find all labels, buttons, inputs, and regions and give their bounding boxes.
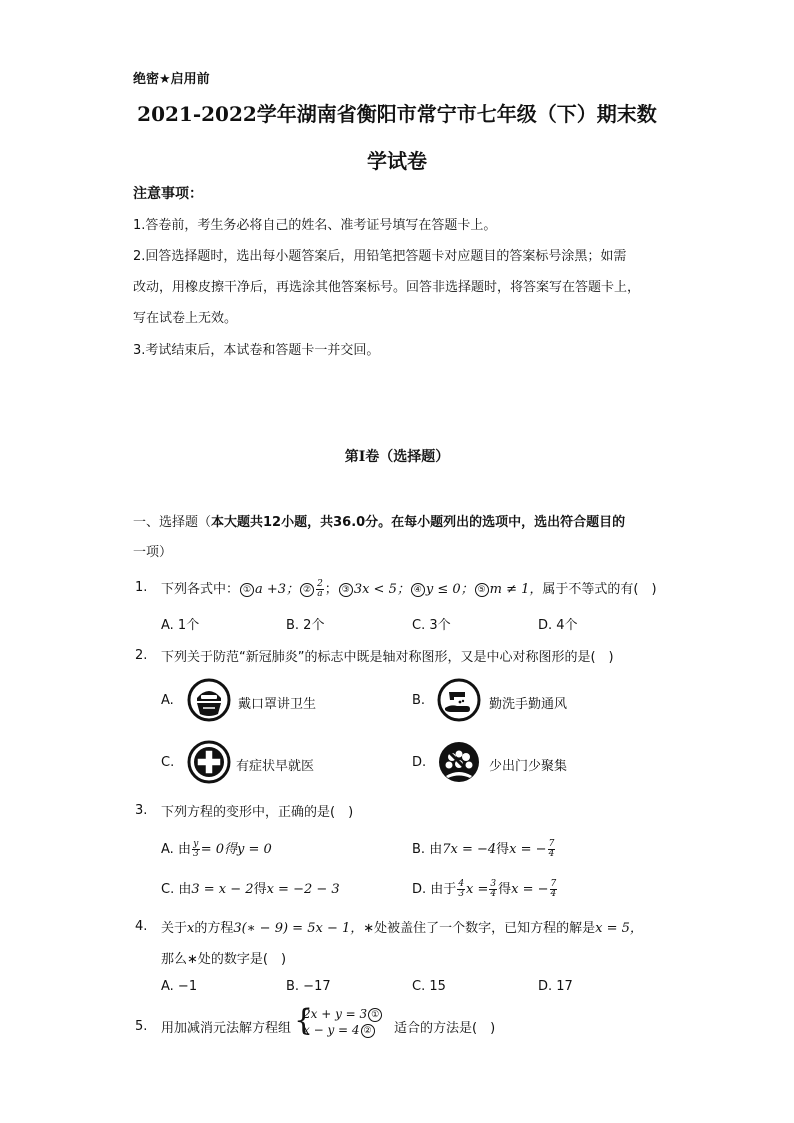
system-equation-1 [303, 1006, 383, 1022]
q4-variable: x [187, 921, 195, 936]
question-number: 1. [135, 580, 148, 595]
fraction-numerator: 4 [458, 879, 465, 889]
q2-option-d-label: 少出门少聚集 [489, 759, 568, 774]
question-number: 4. [135, 919, 148, 934]
fraction-numerator: 2 [317, 579, 323, 589]
fraction-denominator: 4 [550, 889, 557, 899]
section-heading-line2: 一项） [133, 545, 173, 560]
q1-option-b[interactable]: B. 2个 [286, 618, 325, 633]
fraction-numerator: 7 [548, 839, 555, 849]
fraction-denominator: 3 [192, 849, 199, 859]
question-4-stem-line2: 那么∗处的数字是( ) [161, 952, 287, 967]
q4-solution: x = 5， [595, 921, 643, 936]
circled-2: ② [300, 583, 314, 597]
note-item: 改动，用橡皮擦干净后，再选涂其他答案标号。回答非选择题时，将答案写在答题卡上， [133, 280, 641, 295]
option-text: 由 [177, 842, 191, 857]
option-letter: D. [412, 882, 427, 897]
option-letter: A. [161, 842, 174, 857]
q2-option-d-letter[interactable]: D. [412, 755, 427, 770]
system-brace: { [294, 1003, 314, 1038]
circled-2: ② [361, 1024, 375, 1038]
q2-option-c-letter[interactable]: C. [161, 755, 175, 770]
no-crowd-icon [437, 740, 481, 784]
q1-prefix: 下列各式中： [161, 582, 240, 597]
q2-option-a-label: 戴口罩讲卫生 [238, 697, 317, 712]
mask-face-icon [187, 678, 231, 722]
question-number: 2. [135, 648, 148, 663]
q4-text: 关于 [161, 921, 188, 936]
q2-option-a-letter[interactable]: A. [161, 693, 174, 708]
q1-suffix: 属于不等式的有( ) [542, 582, 657, 597]
q4-equation: 3(∗ − 9) = 5x − 1， [233, 921, 364, 936]
q1-expr-4: y ≤ 0； [425, 582, 474, 597]
option-expr: 7x = −4 [442, 842, 497, 857]
q2-option-b-label: 勤洗手勤通风 [489, 697, 568, 712]
question-5-suffix: 适合的方法是( ) [394, 1021, 496, 1036]
fraction [457, 880, 465, 899]
q3-option-d[interactable] [412, 878, 558, 899]
fraction-denominator: 3 [458, 889, 465, 899]
q4-option-c[interactable]: C. 15 [412, 979, 446, 994]
q1-expr-5: m ≠ 1， [489, 582, 543, 597]
option-text: 由于 [430, 882, 457, 897]
option-text: 由 [178, 882, 192, 897]
option-letter: B. [412, 842, 426, 857]
fraction-numerator: y [193, 839, 199, 849]
section-bold-text: 本大题共12小题，共36.0分。在每小题列出的选项中，选出符合题目的 [211, 515, 626, 530]
circled-1: ① [240, 583, 254, 597]
notes-heading: 注意事项： [133, 186, 203, 202]
q4-option-b[interactable]: B. −17 [286, 979, 331, 994]
question-5-prefix: 用加减消元法解方程组 [161, 1021, 292, 1036]
q4-option-a[interactable]: A. −1 [161, 979, 198, 994]
note-item: 写在试卷上无效。 [133, 311, 238, 326]
option-expr: x = −2 − 3 [266, 882, 340, 897]
fraction-denominator: a [317, 589, 323, 599]
option-expr: x = − [511, 882, 549, 897]
option-text: = 0得 [200, 842, 237, 857]
system-equation-2 [303, 1022, 383, 1038]
q1-option-d[interactable]: D. 4个 [538, 618, 578, 633]
q1-fraction [316, 580, 324, 599]
option-letter: C. [161, 882, 175, 897]
note-item: 1.答卷前，考生务必将自己的姓名、准考证号填写在答题卡上。 [133, 218, 497, 233]
q4-text: 的方程 [194, 921, 234, 936]
q4-option-d[interactable]: D. 17 [538, 979, 573, 994]
option-expr: x = [466, 882, 489, 897]
fraction-denominator: 4 [490, 889, 497, 899]
equation-text: 2x + y = 3 [303, 1007, 368, 1021]
fraction [192, 840, 200, 859]
circled-1: ① [368, 1008, 382, 1022]
question-2-stem: 下列关于防范“新冠肺炎”的标志中既是轴对称图形，又是中心对称图形的是( ) [161, 650, 614, 665]
question-1-stem [161, 578, 657, 599]
fraction [550, 880, 558, 899]
option-expr: y = 0 [236, 842, 272, 857]
hand-wash-icon [437, 678, 481, 722]
q3-option-a[interactable] [161, 838, 272, 859]
q1-option-a[interactable]: A. 1个 [161, 618, 200, 633]
option-text: 得 [253, 882, 267, 897]
note-item: 2.回答选择题时，选出每小题答案后，用铅笔把答题卡对应题目的答案标号涂黑；如需 [133, 249, 627, 264]
section-prefix: 一、选择题（ [133, 515, 212, 530]
fraction-denominator: 4 [548, 849, 555, 859]
exam-title-line1: 2021-2022学年湖南省衡阳市常宁市七年级（下）期末数 [137, 102, 657, 126]
fraction [548, 840, 556, 859]
option-text: 得 [498, 882, 512, 897]
q1-expr-3: 3x < 5； [353, 582, 410, 597]
q2-option-c-label: 有症状早就医 [236, 759, 315, 774]
question-number: 3. [135, 803, 148, 818]
question-3-stem: 下列方程的变形中，正确的是( ) [161, 805, 354, 820]
circled-3: ③ [339, 583, 353, 597]
q4-text: ∗处被盖住了一个数字，已知方程的解是 [363, 921, 596, 936]
circled-5: ⑤ [475, 583, 489, 597]
note-item: 3.考试结束后，本试卷和答题卡一并交回。 [133, 343, 380, 358]
fraction-numerator: 3 [490, 879, 497, 889]
q1-option-c[interactable]: C. 3个 [412, 618, 451, 633]
equation-text: x − y = 4 [303, 1023, 360, 1037]
circled-4: ④ [411, 583, 425, 597]
question-4-stem-line1 [161, 917, 643, 936]
fraction [489, 880, 497, 899]
exam-title-line2: 学试卷 [367, 149, 427, 173]
option-text: 由 [429, 842, 443, 857]
option-expr: 3 = x − 2 [191, 882, 254, 897]
q2-option-b-letter[interactable]: B. [412, 693, 426, 708]
option-expr: x = − [509, 842, 547, 857]
part-title: 第Ⅰ卷（选择题） [344, 449, 450, 465]
q1-expr-1: a +3； [255, 582, 300, 597]
q3-option-c[interactable] [161, 878, 340, 897]
fraction-numerator: 7 [550, 879, 557, 889]
option-text: 得 [496, 842, 510, 857]
confidential-mark: 绝密★启用前 [133, 72, 210, 87]
q3-option-b[interactable] [412, 838, 556, 859]
q1-expr-2-tail: ； [324, 582, 338, 597]
equation-system [294, 1003, 383, 1038]
question-number: 5. [135, 1019, 148, 1034]
section-heading [133, 511, 625, 530]
medical-cross-icon [187, 740, 231, 784]
